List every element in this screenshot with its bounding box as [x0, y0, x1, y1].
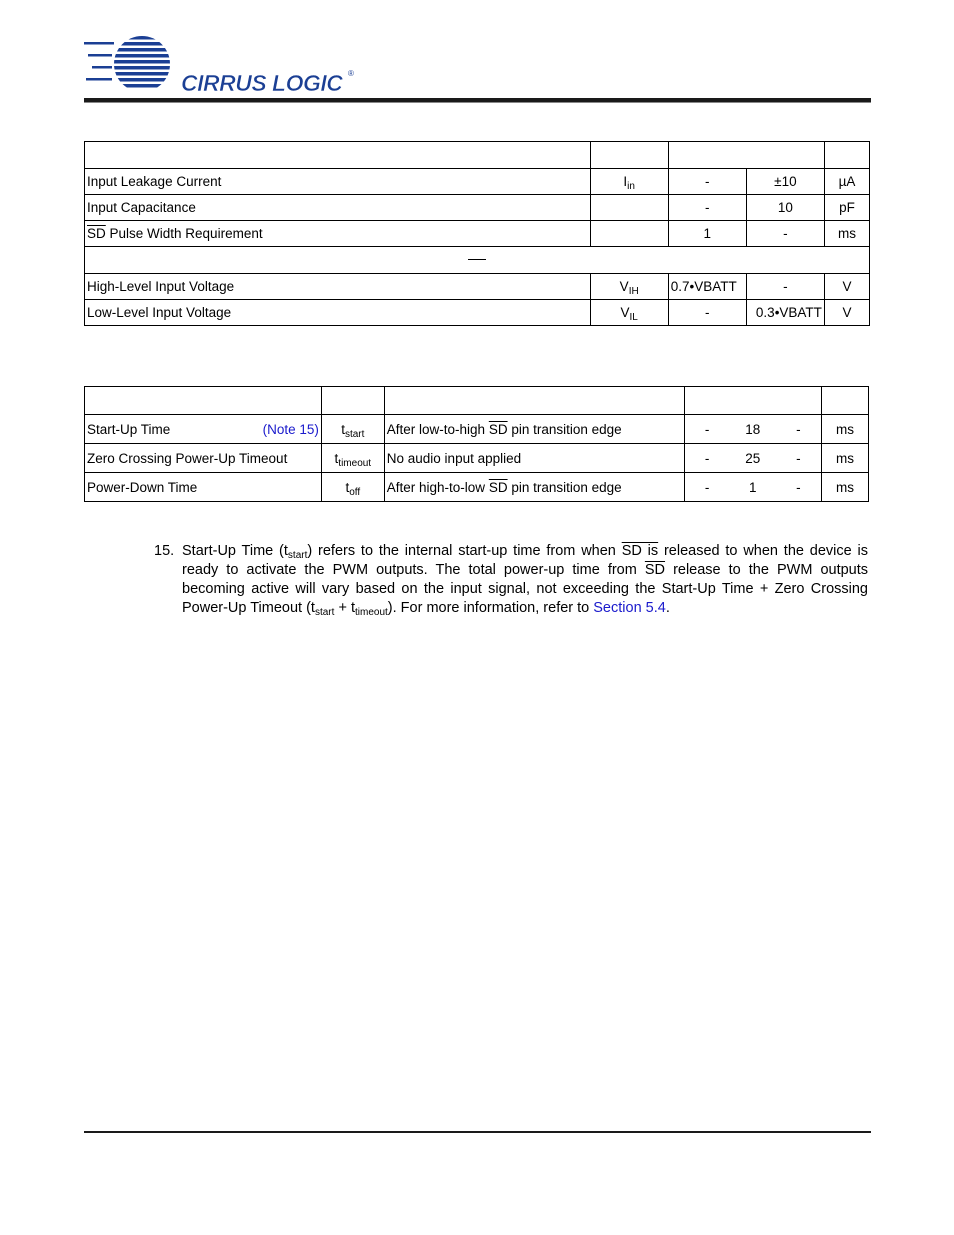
digital-input-characteristics-table — [84, 141, 870, 326]
table-row — [85, 300, 870, 326]
param-cell: Zero Crossing Power-Up Timeout — [85, 444, 322, 473]
symbol-cell: $V_{IL}$ — [590, 300, 668, 326]
max-cell: 10 — [746, 195, 824, 221]
unit-cell: V — [824, 274, 869, 300]
param-cell: Low-Level Input Voltage — [85, 300, 591, 326]
symbol-cell: $V_{IH}$ — [590, 274, 668, 300]
header-rule-thin — [84, 102, 871, 103]
unit-cell: pF — [824, 195, 869, 221]
table-row — [85, 444, 869, 473]
table-header-row — [85, 142, 870, 169]
section-5-4-link[interactable]: Section 5.4 — [593, 600, 666, 616]
param-cell: Power-Down Time — [85, 473, 322, 502]
footer-rule — [84, 1131, 871, 1133]
max-cell: - — [746, 274, 824, 300]
symbol-cell — [590, 221, 668, 247]
timing-characteristics-table — [84, 386, 869, 502]
max-cell: - — [776, 444, 822, 473]
typ-cell: 25 — [730, 444, 776, 473]
table-row — [85, 169, 870, 195]
min-cell: 0.7•VBATT — [668, 274, 746, 300]
table-row — [85, 274, 870, 300]
unit-cell: ms — [822, 444, 869, 473]
min-cell: - — [684, 473, 730, 502]
table-row — [85, 473, 869, 502]
min-cell: - — [668, 195, 746, 221]
unit-cell: ms — [822, 415, 869, 444]
logo-text: CIRRUS LOGIC — [181, 70, 343, 94]
note-15-link[interactable]: (Note 15) — [262, 421, 319, 437]
max-cell: - — [776, 415, 822, 444]
param-cell: Start-Up Time (Note 15) — [85, 415, 322, 444]
max-cell: 0.3•VBATT — [746, 300, 824, 326]
table-header-row — [85, 387, 869, 415]
min-cell: - — [684, 415, 730, 444]
overline-fragment — [468, 259, 486, 261]
unit-cell: V — [824, 300, 869, 326]
max-cell: - — [746, 221, 824, 247]
footnote-text: Start-Up Time $(t_{start})$ refers to the internal start-up time from when SD is released to when the device is ready to activate the PWM outputs. The total power-up time from $\overline{SD}$ release to the PWM outputs becoming active will vary based on the input signal, not exceeding the Start-Up Time + Zero Crossing Power-Up Timeout $(t_{start} + t_{timeout})$. For more information, refer to Section 5.4. — [182, 543, 869, 618]
table-row — [85, 221, 870, 247]
symbol-cell: $t_{start}$ — [321, 415, 384, 444]
symbol-cell: $t_{off}$ — [321, 473, 384, 502]
symbol-cell: $t_{timeout}$ — [321, 444, 384, 473]
condition-cell: After high-to-low $\overline{SD}$ pin transition edge — [384, 473, 684, 502]
min-cell: - — [668, 300, 746, 326]
min-cell: 1 — [668, 221, 746, 247]
max-cell: ±10 — [746, 169, 824, 195]
table-row — [85, 415, 869, 444]
symbol-cell — [590, 195, 668, 221]
symbol-cell: $I_{in}$ — [590, 169, 668, 195]
unit-cell: ms — [824, 221, 869, 247]
min-cell: - — [668, 169, 746, 195]
typ-cell: 18 — [730, 415, 776, 444]
cirrus-logic-logo — [84, 34, 364, 94]
table-row — [85, 195, 870, 221]
section-row — [85, 247, 870, 274]
footnote-number: 15. — [154, 543, 175, 559]
param-cell: High-Level Input Voltage — [85, 274, 591, 300]
condition-cell: No audio input applied — [384, 444, 684, 473]
param-cell: Input Capacitance — [85, 195, 591, 221]
typ-cell: 1 — [730, 473, 776, 502]
condition-cell: After low-to-high $\overline{SD}$ pin transition edge — [384, 415, 684, 444]
unit-cell: ms — [822, 473, 869, 502]
unit-cell: µA — [824, 169, 869, 195]
logo-registered: ® — [348, 69, 354, 78]
param-cell: $\overline{SD}$ Pulse Width Requirement — [85, 221, 591, 247]
param-cell: Input Leakage Current — [85, 169, 591, 195]
max-cell: - — [776, 473, 822, 502]
min-cell: - — [684, 444, 730, 473]
